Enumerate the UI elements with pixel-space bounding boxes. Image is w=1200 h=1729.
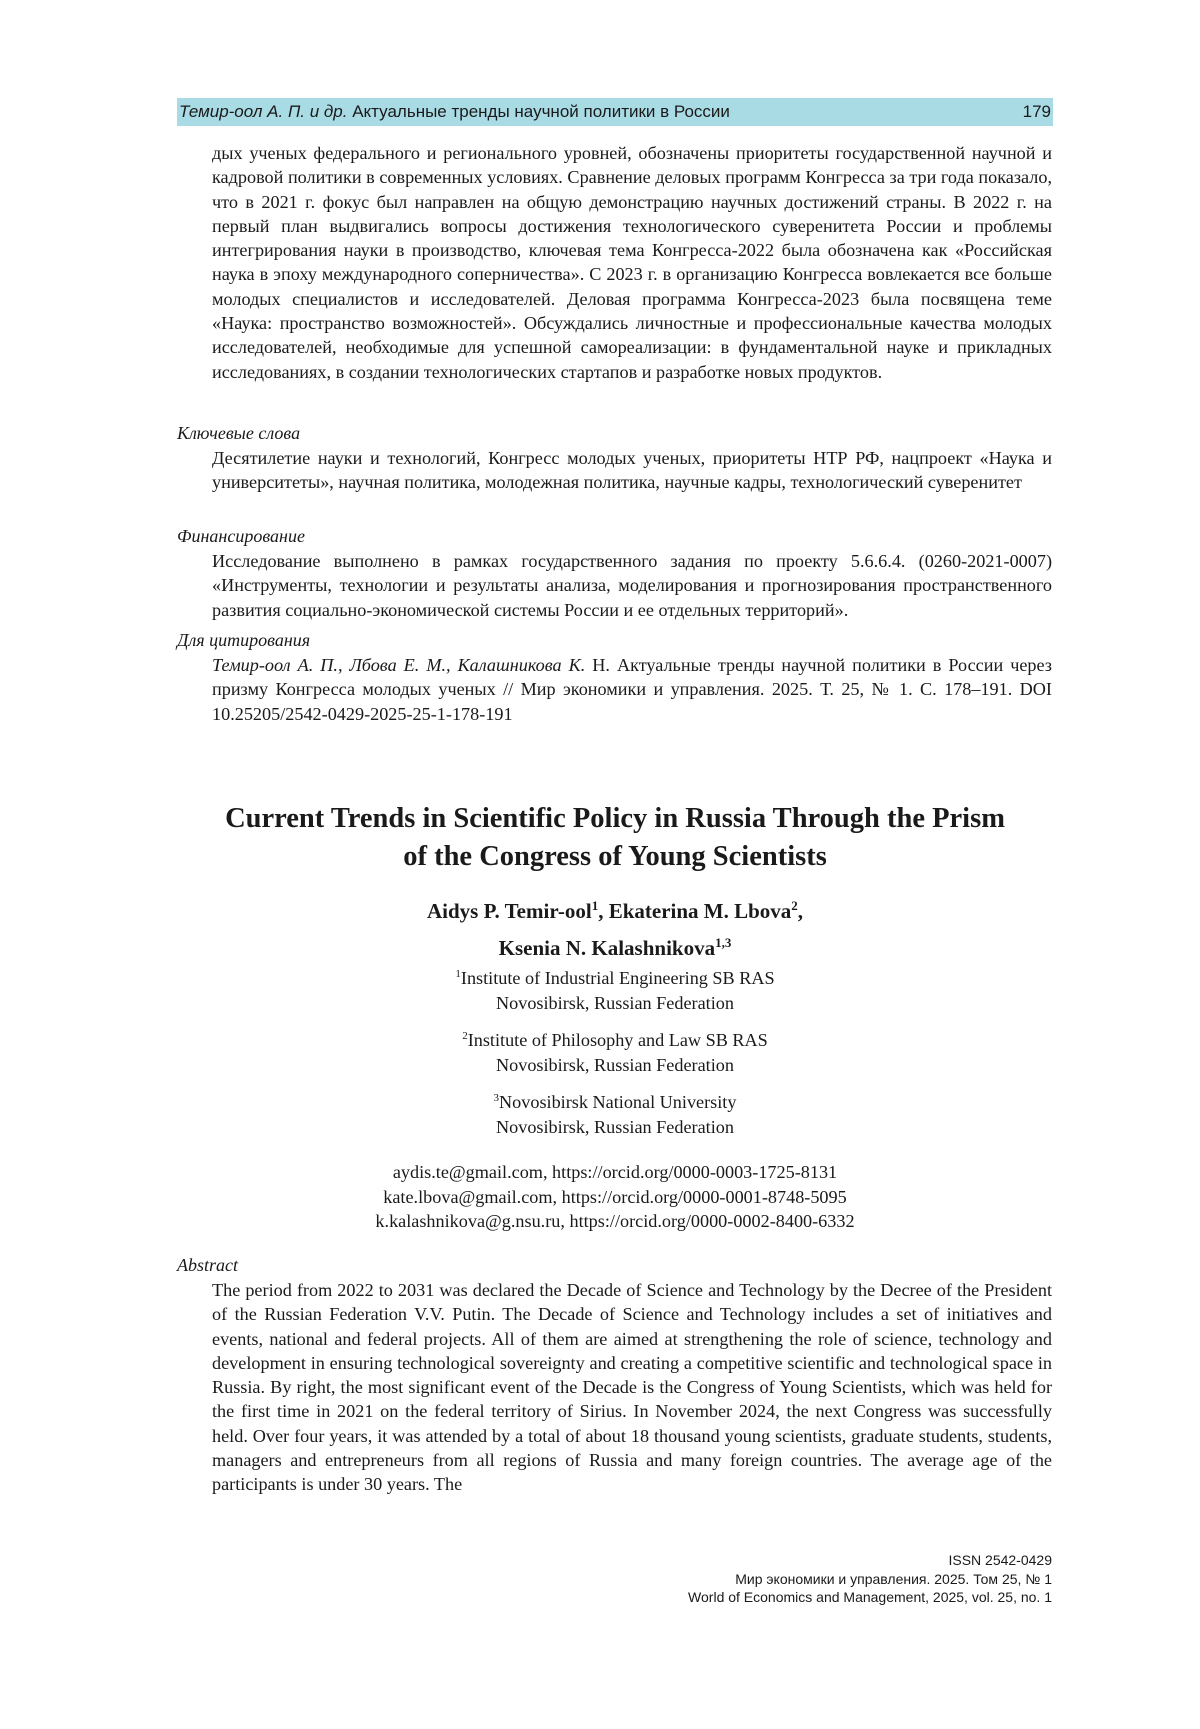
english-title: [177, 800, 1053, 876]
affiliation-2: [177, 1024, 1053, 1078]
keywords-label: Ключевые слова: [177, 423, 301, 443]
affiliation-3-city: Novosibirsk, Russian Federation: [496, 1117, 734, 1138]
affiliation-2-city: Novosibirsk, Russian Federation: [496, 1055, 734, 1076]
authors-line-2: [177, 927, 1053, 964]
affiliation-3: [177, 1086, 1053, 1140]
contact-3[interactable]: k.kalashnikova@g.nsu.ru, https://orcid.org/0000-0002-8400-6332: [375, 1211, 855, 1231]
funding-label: Финансирование: [177, 526, 305, 546]
authors-line-1: Aidys P. Temir-ool$^1$, Ekaterina M. Lbova$^2$,: [426, 898, 804, 923]
funding-text: Исследование выполнено в рамках государственного задания по проекту 5.6.6.4. (0260-2021-0007) «Инструменты, технологии и результаты анализа, моделирования и прогнозирования пространственного развития социально-экономической системы России и ее отдельных территорий».: [212, 551, 1052, 620]
header-title: [179, 102, 730, 122]
author-contacts: [177, 1160, 1053, 1234]
footer-ru-journal: Мир экономики и управления. 2025. Том 25, № 1: [735, 1570, 1052, 1587]
affiliation-3-name: Novosibirsk National University: [499, 1092, 737, 1113]
citation-reference: Н. Актуальные тренды научной политики в России через призму Конгресса молодых ученых // Мир экономики и управления. 2025. Т. 25, № 1. С. 178–191. DOI 10.25205/2542-0429-2025-25-1-178-191: [212, 655, 1052, 724]
affiliation-1-name: Institute of Industrial Engineering SB RAS: [460, 968, 775, 989]
russian-abstract-continued: дых ученых федерального и регионального уровней, обозначены приоритеты государственной научной и кадровой политики в современных условиях. Сравнение деловых программ Конгресса за три года показало, что в 2021 г. фокус был направлен на общую демонстрацию научных достижений страны. В 2022 г. на первый план выдвигались вопросы достижения технологического суверенитета России и проблемы интегрирования науки в производство, ключевая тема Конгресса-2022 была обозначена как «Российская наука в эпоху международного соперничества». С 2023 г. в организацию Конгресса вовлекается все больше молодых специалистов и исследователей. Деловая программа Конгресса-2023 была посвящена теме «Наука: пространство возможностей». Обсуждались личностные и профессиональные качества молодых исследователей, необходимые для успешной самореализации: в фундаментальной науке и прикладных исследованиях, в создании технологических стартапов и разработке новых продуктов.: [212, 143, 1052, 382]
author-1: Aidys P. Temir-ool: [426, 899, 592, 923]
affiliation-1-sup: 1: [455, 968, 461, 980]
footer-issn: ISSN 2542-0429: [948, 1552, 1052, 1568]
citation-authors: Темир-оол А. П., Лбова Е. М., Калашникова К.: [212, 655, 586, 675]
affiliation-1-city: Novosibirsk, Russian Federation: [496, 993, 734, 1014]
english-abstract: The period from 2022 to 2031 was declared the Decade of Science and Technology by the Decree of the President of the Russian Federation V.V. Putin. The Decade of Science and Technology includes a set of initiatives and events, national and federal projects. All of them are aimed at strengthening the role of science, technology and development in ensuring technological sovereignty and creating a competitive scientific and technological space in Russia. By right, the most significant event of the Decade is the Congress of Young Scientists, which was held for the first time in 2021 on the federal territory of Sirius. In November 2024, the next Congress was successfully held. Over four years, it was attended by a total of about 18 thousand young scientists, graduate students, students, managers and entrepreneurs from all regions of Russia and many foreign countries. The average age of the participants is under 30 years. The: [212, 1280, 1052, 1495]
affiliation-3-sup: 3: [493, 1092, 500, 1104]
running-header: [177, 98, 1053, 126]
author-2: Ekaterina M. Lbova: [608, 899, 792, 923]
page-number: 179: [1022, 102, 1051, 121]
affiliation-1: [177, 962, 1053, 1016]
affiliation-2-name: Institute of Philosophy and Law SB RAS: [467, 1030, 768, 1051]
contact-1[interactable]: aydis.te@gmail.com, https://orcid.org/0000-0003-1725-8131: [392, 1162, 838, 1182]
keywords-text: Десятилетие науки и технологий, Конгресс молодых ученых, приоритеты НТР РФ, нацпроект «Наука и университеты», научная политика, молодежная политика, научные кадры, технологический суверенитет: [212, 448, 1052, 493]
citation-label: Для цитирования: [177, 630, 311, 650]
header-authors: Темир-оол А. П. и др.: [179, 102, 348, 121]
author-1-affil: 1: [591, 898, 599, 913]
contact-2[interactable]: kate.lbova@gmail.com, https://orcid.org/0000-0001-8748-5095: [383, 1186, 847, 1207]
title-line-2: of the Congress of Young Scientists: [403, 841, 827, 872]
author-3-affil: 1,3: [715, 935, 732, 950]
affiliation-2-sup: 2: [462, 1030, 468, 1042]
english-authors: [177, 890, 1053, 964]
author-2-affil: 2: [791, 898, 798, 913]
author-3: Ksenia N. Kalashnikova: [498, 936, 716, 960]
journal-footer: [688, 1551, 1052, 1607]
footer-en-journal: World of Economics and Management, 2025, vol. 25, no. 1: [688, 1589, 1052, 1605]
citation-text: [212, 653, 1052, 726]
title-line-1: Current Trends in Scientific Policy in Russia Through the Prism: [225, 803, 1005, 834]
header-article-title: Актуальные тренды научной политики в России: [352, 102, 730, 121]
abstract-label: Abstract: [177, 1255, 238, 1275]
